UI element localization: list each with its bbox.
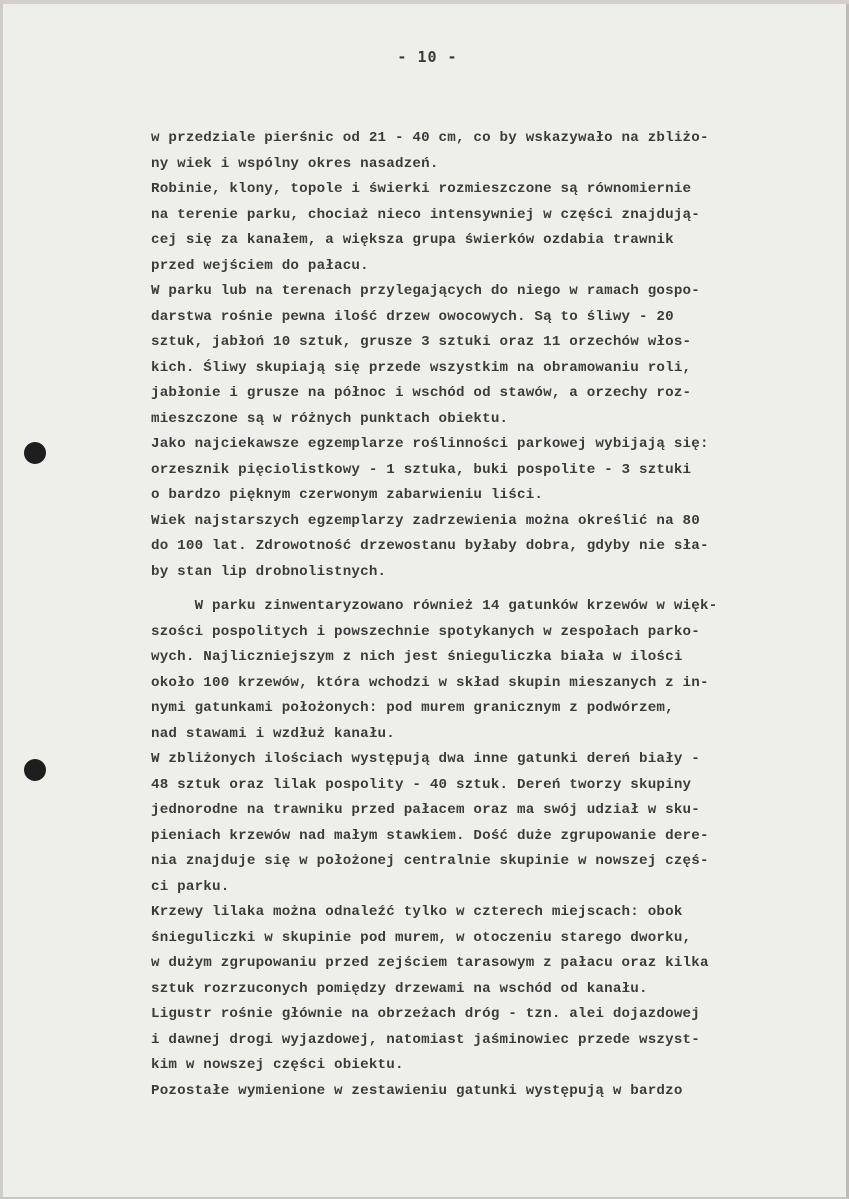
text-line: W parku zinwentaryzowano również 14 gatunków krzewów w więk- bbox=[151, 598, 718, 614]
text-line: przed wejściem do pałacu. bbox=[151, 257, 369, 274]
text-line: do 100 lat. Zdrowotność drzewostanu byłaby dobra, gdyby nie sła- bbox=[151, 538, 709, 554]
text-line: W parku lub na terenach przylegających do niego w ramach gospo- bbox=[151, 283, 700, 299]
text-line: jabłonie i grusze na północ i wschód od stawów, a orzechy roz- bbox=[151, 385, 692, 401]
text-line: nia znajduje się w położonej centralnie skupinie w nowszej częś- bbox=[151, 853, 709, 869]
text-line: Krzewy lilaka można odnaleźć tylko w czterech miejscach: obok bbox=[151, 904, 683, 920]
paragraph-gap bbox=[151, 585, 831, 594]
text-line: na terenie parku, chociaż nieco intensywniej w części znajdują- bbox=[151, 206, 700, 223]
text-line: cej się za kanałem, a większa grupa świerków ozdabia trawnik bbox=[151, 232, 674, 248]
text-line: śnieguliczki w skupinie pod murem, w otoczeniu starego dworku, bbox=[151, 929, 692, 946]
punch-hole-top bbox=[24, 442, 46, 464]
text-line: 48 sztuk oraz lilak pospolity - 40 sztuk. Dereń tworzy skupiny bbox=[151, 776, 692, 793]
punch-hole-bottom bbox=[24, 759, 46, 781]
page-number: - 10 - bbox=[397, 48, 458, 66]
text-line: darstwa rośnie pewna ilość drzew owocowych. Są to śliwy - 20 bbox=[151, 308, 674, 325]
body-text bbox=[151, 126, 831, 1104]
page-top-edge bbox=[3, 0, 849, 4]
text-line: ci parku. bbox=[151, 878, 230, 895]
text-line: około 100 krzewów, która wchodzi w skład skupin mieszanych z in- bbox=[151, 674, 709, 691]
text-line: nymi gatunkami położonych: pod murem granicznym z podwórzem, bbox=[151, 700, 674, 716]
text-line: Pozostałe wymienione w zestawieniu gatunki występują w bardzo bbox=[151, 1082, 683, 1099]
text-line: Robinie, klony, topole i świerki rozmieszczone są równomiernie bbox=[151, 181, 692, 197]
text-line: nad stawami i wzdłuż kanału. bbox=[151, 725, 395, 742]
text-line: ny wiek i wspólny okres nasadzeń. bbox=[151, 155, 439, 172]
text-line: kich. Śliwy skupiają się przede wszystkim na obramowaniu roli, bbox=[151, 359, 692, 376]
text-line: Jako najciekawsze egzemplarze roślinności parkowej wybijają się: bbox=[151, 436, 709, 452]
text-line: i dawnej drogi wyjazdowej, natomiast jaśminowiec przede wszyst- bbox=[151, 1031, 700, 1048]
text-line: sztuk rozrzuconych pomiędzy drzewami na wschód od kanału. bbox=[151, 980, 648, 997]
text-line: by stan lip drobnolistnych. bbox=[151, 563, 387, 580]
text-line: Wiek najstarszych egzemplarzy zadrzewienia można określić na 80 bbox=[151, 512, 700, 529]
text-line: pieniach krzewów nad małym stawkiem. Dość duże zgrupowanie dere- bbox=[151, 827, 709, 844]
text-line: szości pospolitych i powszechnie spotykanych w zespołach parko- bbox=[151, 623, 700, 640]
text-line: w dużym zgrupowaniu przed zejściem tarasowym z pałacu oraz kilka bbox=[151, 955, 709, 971]
text-line: Ligustr rośnie głównie na obrzeżach dróg - tzn. alei dojazdowej bbox=[151, 1006, 700, 1022]
text-line: orzesznik pięciolistkowy - 1 sztuka, buki pospolite - 3 sztuki bbox=[151, 461, 692, 478]
text-line: kim w nowszej części obiektu. bbox=[151, 1057, 404, 1073]
text-line: sztuk, jabłoń 10 sztuk, grusze 3 sztuki oraz 11 orzechów włos- bbox=[151, 334, 692, 350]
text-line: o bardzo pięknym czerwonym zabarwieniu liści. bbox=[151, 487, 544, 503]
text-line: wych. Najliczniejszym z nich jest śnieguliczka biała w ilości bbox=[151, 649, 683, 665]
text-line: w przedziale pierśnic od 21 - 40 cm, co by wskazywało na zbliżo- bbox=[151, 130, 709, 146]
text-line: mieszczone są w różnych punktach obiektu. bbox=[151, 410, 509, 427]
text-line: W zbliżonych ilościach występują dwa inne gatunki dereń biały - bbox=[151, 751, 700, 767]
text-line: jednorodne na trawniku przed pałacem oraz ma swój udział w sku- bbox=[151, 802, 700, 818]
